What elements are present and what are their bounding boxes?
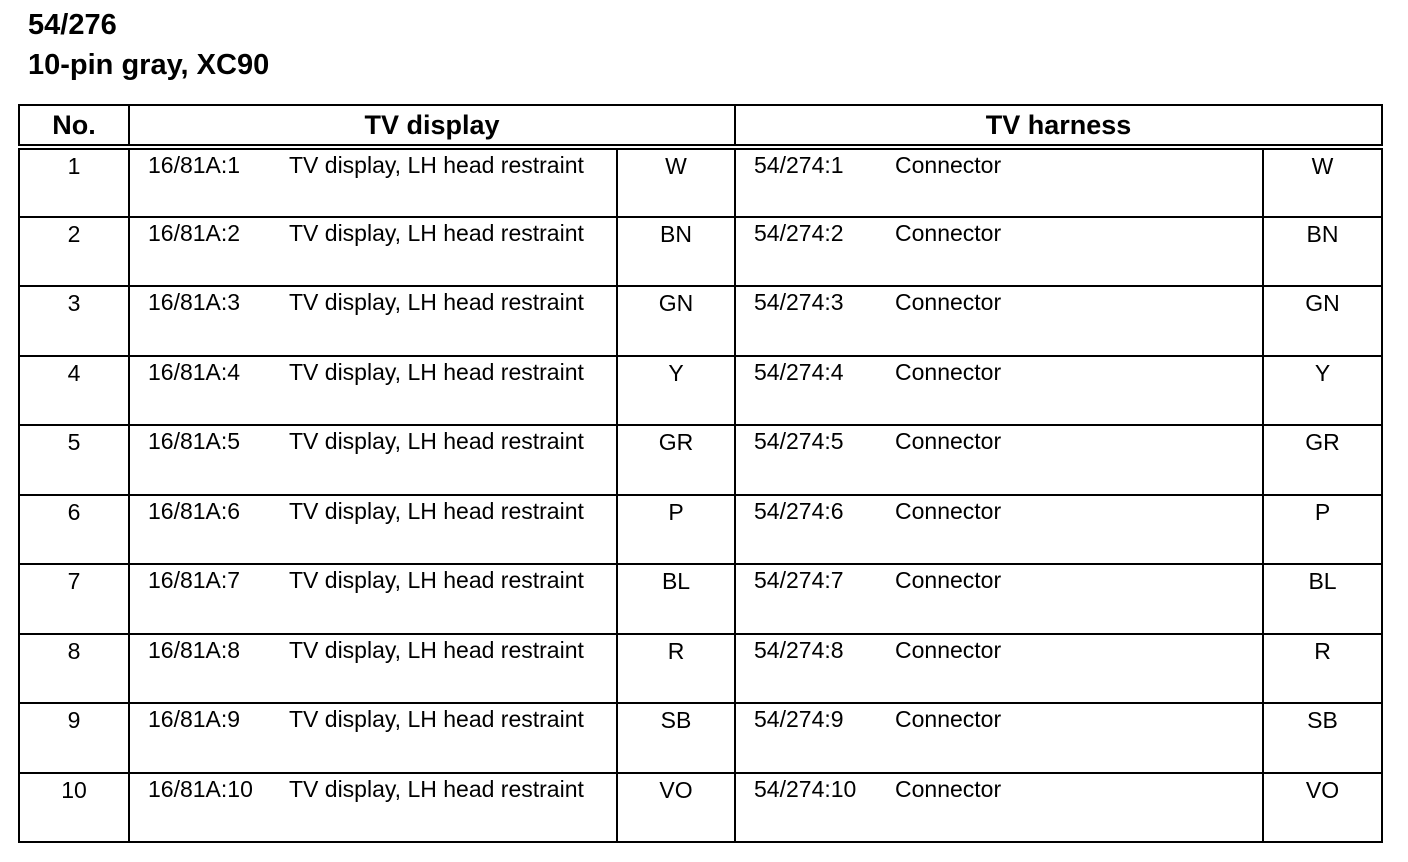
pin-number: 9: [67, 707, 81, 733]
tv-harness-pin: 54/274:3: [754, 289, 844, 315]
pin-number-cell: [19, 495, 129, 565]
tv-display-cell: [129, 286, 617, 356]
tv-harness-wire-color-cell: [1263, 773, 1382, 843]
tv-display-cell: [129, 356, 617, 426]
tv-harness-description: Connector: [895, 706, 1002, 732]
tv-harness-wire-color-cell: [1263, 703, 1382, 773]
tv-harness-cell: [735, 773, 1263, 843]
pin-number-cell: [19, 217, 129, 287]
tv-harness-description: Connector: [895, 358, 1002, 385]
tv-harness-description: Connector: [895, 775, 1002, 802]
pin-number: 5: [67, 429, 81, 455]
table-row: [19, 703, 1382, 773]
tv-harness-wire-color-cell: [1263, 356, 1382, 426]
tv-harness-description: Connector: [895, 219, 1002, 246]
tv-display-wire-color: GN: [658, 290, 694, 316]
tv-harness-cell: [735, 356, 1263, 426]
pin-number-cell: [19, 564, 129, 634]
tv-harness-description: Connector: [895, 428, 1002, 454]
tv-display-wire-color-cell: [617, 286, 735, 356]
tv-harness-wire-color: BN: [1306, 220, 1339, 247]
pin-number-cell: [19, 703, 129, 773]
tv-harness-cell: [735, 286, 1263, 356]
tv-display-cell: [129, 564, 617, 634]
tv-display-description: TV display, LH head restraint: [289, 775, 584, 802]
tv-display-wire-color-cell: [617, 773, 735, 843]
tv-display-pin: 16/81A:1: [148, 152, 241, 178]
tv-harness-wire-color-cell: [1263, 286, 1382, 356]
pinout-table: [18, 104, 1383, 843]
tv-display-wire-color-cell: [617, 495, 735, 565]
tv-display-wire-color-cell: [617, 564, 735, 634]
tv-harness-cell: [735, 634, 1263, 704]
table-row: [19, 425, 1382, 495]
tv-harness-description: Connector: [895, 497, 1002, 524]
tv-display-wire-color-cell: [617, 356, 735, 426]
tv-display-wire-color-cell: [617, 425, 735, 495]
tv-harness-wire-color-cell: [1263, 634, 1382, 704]
tv-harness-wire-color-cell: [1263, 495, 1382, 565]
connector-description-title: 10-pin gray, XC90: [28, 49, 270, 81]
tv-harness-wire-color-cell: [1263, 564, 1382, 634]
table-row: [19, 564, 1382, 634]
tv-display-cell: [129, 217, 617, 287]
pin-number: 3: [67, 290, 81, 316]
tv-display-description: TV display, LH head restraint: [289, 289, 584, 315]
tv-harness-description: Connector: [895, 289, 1002, 315]
pin-number: 8: [67, 637, 81, 664]
tv-harness-wire-color: GR: [1305, 429, 1340, 455]
tv-display-pin: 16/81A:7: [148, 567, 241, 593]
tv-display-wire-color-cell: [617, 147, 735, 217]
tv-harness-wire-color: Y: [1314, 359, 1331, 386]
pin-number-cell: [19, 425, 129, 495]
tv-display-pin: 16/81A:9: [148, 706, 241, 732]
pin-number-cell: [19, 634, 129, 704]
tv-display-wire-color: Y: [668, 359, 684, 386]
tv-harness-wire-color: P: [1314, 498, 1331, 525]
table-row: [19, 634, 1382, 704]
tv-harness-pin: 54/274:2: [754, 219, 844, 246]
table-row: [19, 147, 1382, 217]
tv-display-cell: [129, 634, 617, 704]
tv-harness-wire-color-cell: [1263, 217, 1382, 287]
tv-display-wire-color-cell: [617, 703, 735, 773]
tv-harness-cell: [735, 495, 1263, 565]
tv-display-pin: 16/81A:8: [148, 636, 241, 663]
tv-harness-pin: 54/274:1: [754, 152, 844, 178]
tv-display-cell: [129, 773, 617, 843]
pin-number: 2: [67, 220, 81, 247]
tv-harness-cell: [735, 703, 1263, 773]
tv-display-wire-color: GR: [658, 429, 694, 455]
table-header-row: [19, 105, 1382, 147]
table-row: [19, 356, 1382, 426]
pin-number: 6: [67, 498, 81, 525]
header-tv-display: TV display: [129, 105, 735, 147]
tv-display-cell: [129, 495, 617, 565]
tv-display-description: TV display, LH head restraint: [289, 152, 584, 178]
tv-display-wire-color: P: [668, 498, 684, 525]
tv-harness-pin: 54/274:7: [754, 567, 844, 593]
tv-display-pin: 16/81A:10: [148, 775, 253, 802]
tv-display-wire-color: BL: [661, 568, 691, 594]
pin-number: 4: [67, 359, 81, 386]
tv-harness-pin: 54/274:6: [754, 497, 844, 524]
tv-harness-wire-color: SB: [1307, 707, 1338, 733]
table-row: [19, 286, 1382, 356]
tv-display-cell: [129, 425, 617, 495]
tv-harness-wire-color: R: [1314, 637, 1331, 664]
tv-display-pin: 16/81A:3: [148, 289, 241, 315]
header-tv-harness: TV harness: [735, 105, 1382, 147]
tv-display-wire-color-cell: [617, 634, 735, 704]
tv-display-wire-color: BN: [660, 220, 692, 247]
table-row: [19, 495, 1382, 565]
tv-harness-pin: 54/274:10: [754, 775, 857, 802]
tv-harness-cell: [735, 425, 1263, 495]
tv-harness-wire-color: GN: [1305, 290, 1340, 316]
tv-harness-cell: [735, 217, 1263, 287]
tv-harness-description: Connector: [895, 152, 1002, 178]
tv-display-description: TV display, LH head restraint: [289, 706, 584, 732]
tv-display-cell: [129, 703, 617, 773]
tv-display-cell: [129, 147, 617, 217]
tv-display-wire-color: VO: [659, 776, 693, 803]
connector-id-title: 54/276: [28, 9, 117, 41]
tv-display-description: TV display, LH head restraint: [289, 567, 584, 593]
tv-harness-wire-color: W: [1311, 153, 1334, 179]
pin-number: 1: [67, 153, 81, 179]
tv-display-pin: 16/81A:2: [148, 219, 241, 246]
tv-display-wire-color: SB: [660, 707, 692, 733]
tv-display-pin: 16/81A:5: [148, 428, 241, 454]
tv-harness-wire-color: VO: [1305, 776, 1340, 803]
tv-display-description: TV display, LH head restraint: [289, 219, 584, 246]
pin-number-cell: [19, 356, 129, 426]
tv-harness-wire-color: BL: [1308, 568, 1337, 594]
tv-display-description: TV display, LH head restraint: [289, 636, 584, 663]
tv-harness-pin: 54/274:4: [754, 358, 844, 385]
tv-harness-cell: [735, 564, 1263, 634]
tv-display-description: TV display, LH head restraint: [289, 497, 584, 524]
tv-display-wire-color-cell: [617, 217, 735, 287]
pin-number-cell: [19, 147, 129, 217]
pin-number: 10: [61, 776, 87, 803]
tv-display-pin: 16/81A:6: [148, 497, 241, 524]
tv-display-description: TV display, LH head restraint: [289, 358, 584, 385]
pin-number-cell: [19, 286, 129, 356]
tv-display-wire-color: R: [667, 637, 685, 664]
tv-display-wire-color: W: [665, 153, 687, 179]
tv-harness-wire-color-cell: [1263, 147, 1382, 217]
table-row: [19, 773, 1382, 843]
tv-harness-description: Connector: [895, 567, 1002, 593]
pin-number-cell: [19, 773, 129, 843]
tv-harness-pin: 54/274:5: [754, 428, 844, 454]
tv-harness-wire-color-cell: [1263, 425, 1382, 495]
tv-harness-pin: 54/274:8: [754, 636, 844, 663]
tv-display-pin: 16/81A:4: [148, 358, 241, 385]
header-no: No.: [19, 105, 129, 147]
pin-number: 7: [67, 568, 81, 594]
tv-harness-pin: 54/274:9: [754, 706, 844, 732]
tv-harness-cell: [735, 147, 1263, 217]
tv-harness-description: Connector: [895, 636, 1002, 663]
tv-display-description: TV display, LH head restraint: [289, 428, 584, 454]
table-row: [19, 217, 1382, 287]
